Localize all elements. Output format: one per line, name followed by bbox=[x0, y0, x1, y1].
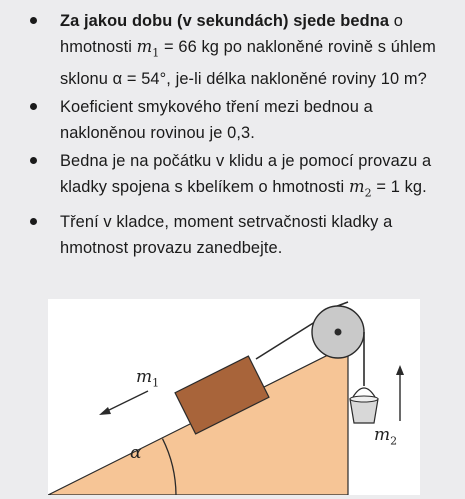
label-m2: $m_2$ bbox=[374, 425, 398, 448]
bullet-dot bbox=[30, 218, 37, 225]
arrow-down-slope-icon bbox=[99, 391, 148, 415]
question-bold-text: Za jakou dobu (v sekundách) sjede bedna bbox=[60, 12, 390, 30]
bullet-setup: Bedna je na počátku v klidu a je pomocí provazu a kladky spojena s kbelíkem o hmotnosti $m_2 = 1$ kg. bbox=[30, 148, 450, 206]
arrow-up-icon bbox=[396, 365, 404, 421]
m1-symbol: $m_1$ bbox=[136, 37, 160, 60]
incline-diagram bbox=[48, 299, 420, 495]
bullet-dot bbox=[30, 103, 37, 110]
bullet-dot bbox=[30, 17, 37, 24]
bucket-m2 bbox=[350, 388, 378, 423]
pulley-axle bbox=[335, 329, 342, 336]
label-m1: $m_1$ bbox=[136, 367, 160, 390]
m2-symbol: $m_2$ bbox=[348, 177, 372, 200]
label-alpha: α bbox=[130, 443, 142, 463]
bullet-question: Za jakou dobu (v sekundách) sjede bedna o hmotnosti $m_1 = 66$ kg po nakloněné rovině s úhlem sklonu α = 54°, je-li délka nakloněné roviny 10 m? bbox=[30, 8, 450, 92]
bullet-friction: Koeficient smykového tření mezi bednou a nakloněnou rovinou je 0,3. bbox=[30, 94, 450, 146]
bullet-neglect: Tření v kladce, moment setrvačnosti kladky a hmotnost provazu zanedbejte. bbox=[30, 209, 450, 261]
bullet-dot bbox=[30, 157, 37, 164]
incline-pulley-figure bbox=[48, 299, 420, 495]
problem-bullet-list bbox=[30, 8, 450, 263]
